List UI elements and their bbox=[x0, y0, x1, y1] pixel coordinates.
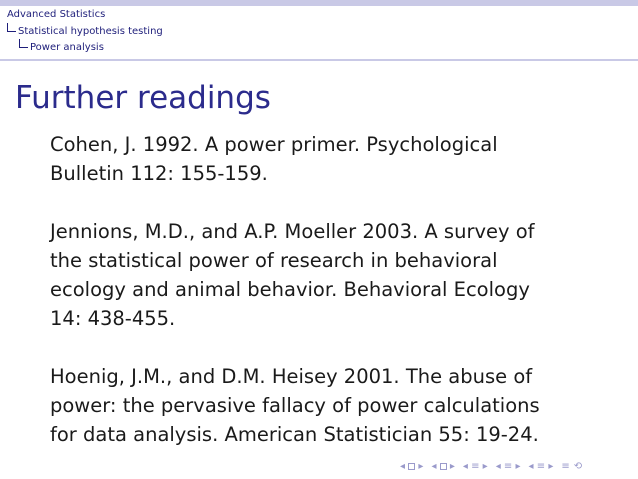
nav-search-icon[interactable]: ⟲ bbox=[573, 461, 583, 472]
breadcrumb-subsubsection-label: Power analysis bbox=[30, 42, 104, 53]
breadcrumb-subsection[interactable] bbox=[7, 23, 163, 39]
nav-subsubsection-icon[interactable]: ≡ bbox=[536, 461, 546, 472]
tree-elbow-icon bbox=[7, 23, 16, 32]
header-divider bbox=[0, 59, 638, 61]
nav-next-subsection-icon[interactable]: ▸ bbox=[482, 461, 488, 472]
nav-next-subsubsection-icon[interactable]: ▸ bbox=[548, 461, 554, 472]
reference-item: Hoenig, J.M., and D.M. Heisey 2001. The abuse of power: the pervasive fallacy of power calculations for data analysis. American Statistician 55: 19-24. bbox=[50, 365, 540, 446]
nav-subsection-icon[interactable]: ≡ bbox=[471, 461, 480, 472]
reference-item: Cohen, J. 1992. A power primer. Psychological Bulletin 112: 155-159. bbox=[50, 133, 498, 185]
nav-section-group bbox=[496, 461, 521, 473]
nav-slide-icon[interactable] bbox=[408, 463, 415, 470]
nav-subsubsection-group bbox=[529, 461, 554, 473]
nav-frame-icon[interactable] bbox=[440, 463, 447, 470]
nav-prev-subsection-icon[interactable]: ◂ bbox=[462, 461, 468, 472]
nav-prev-section-icon[interactable]: ◂ bbox=[495, 461, 501, 472]
nav-slide-group bbox=[400, 461, 423, 473]
reference-list bbox=[50, 130, 610, 478]
frame-title: Further readings bbox=[15, 80, 271, 116]
breadcrumb bbox=[0, 6, 638, 58]
nav-next-section-icon[interactable]: ▸ bbox=[515, 461, 521, 472]
nav-subsection-group bbox=[463, 461, 488, 473]
nav-prev-frame-icon[interactable]: ◂ bbox=[431, 461, 437, 472]
breadcrumb-subsubsection[interactable] bbox=[19, 39, 104, 55]
nav-first-icon[interactable]: ◂ bbox=[400, 461, 406, 472]
nav-frame-group bbox=[431, 461, 454, 473]
reference-item: Jennions, M.D., and A.P. Moeller 2003. A survey of the statistical power of research in behavioral ecology and animal behavior. Behavioral Ecology 14: 438-455. bbox=[50, 220, 535, 330]
breadcrumb-section-label: Advanced Statistics bbox=[7, 9, 106, 20]
nav-align-icon[interactable]: ≡ bbox=[561, 461, 570, 472]
breadcrumb-subsection-label: Statistical hypothesis testing bbox=[18, 26, 163, 37]
tree-elbow-icon bbox=[19, 39, 28, 48]
breadcrumb-section[interactable] bbox=[7, 7, 105, 22]
nav-next-frame-icon[interactable]: ▸ bbox=[418, 461, 424, 472]
nav-prev-subsubsection-icon[interactable]: ◂ bbox=[528, 461, 534, 472]
beamer-navigation-bar bbox=[400, 460, 582, 474]
nav-section-icon[interactable]: ≡ bbox=[503, 461, 513, 472]
nav-next-frame-icon[interactable]: ▸ bbox=[449, 461, 455, 472]
